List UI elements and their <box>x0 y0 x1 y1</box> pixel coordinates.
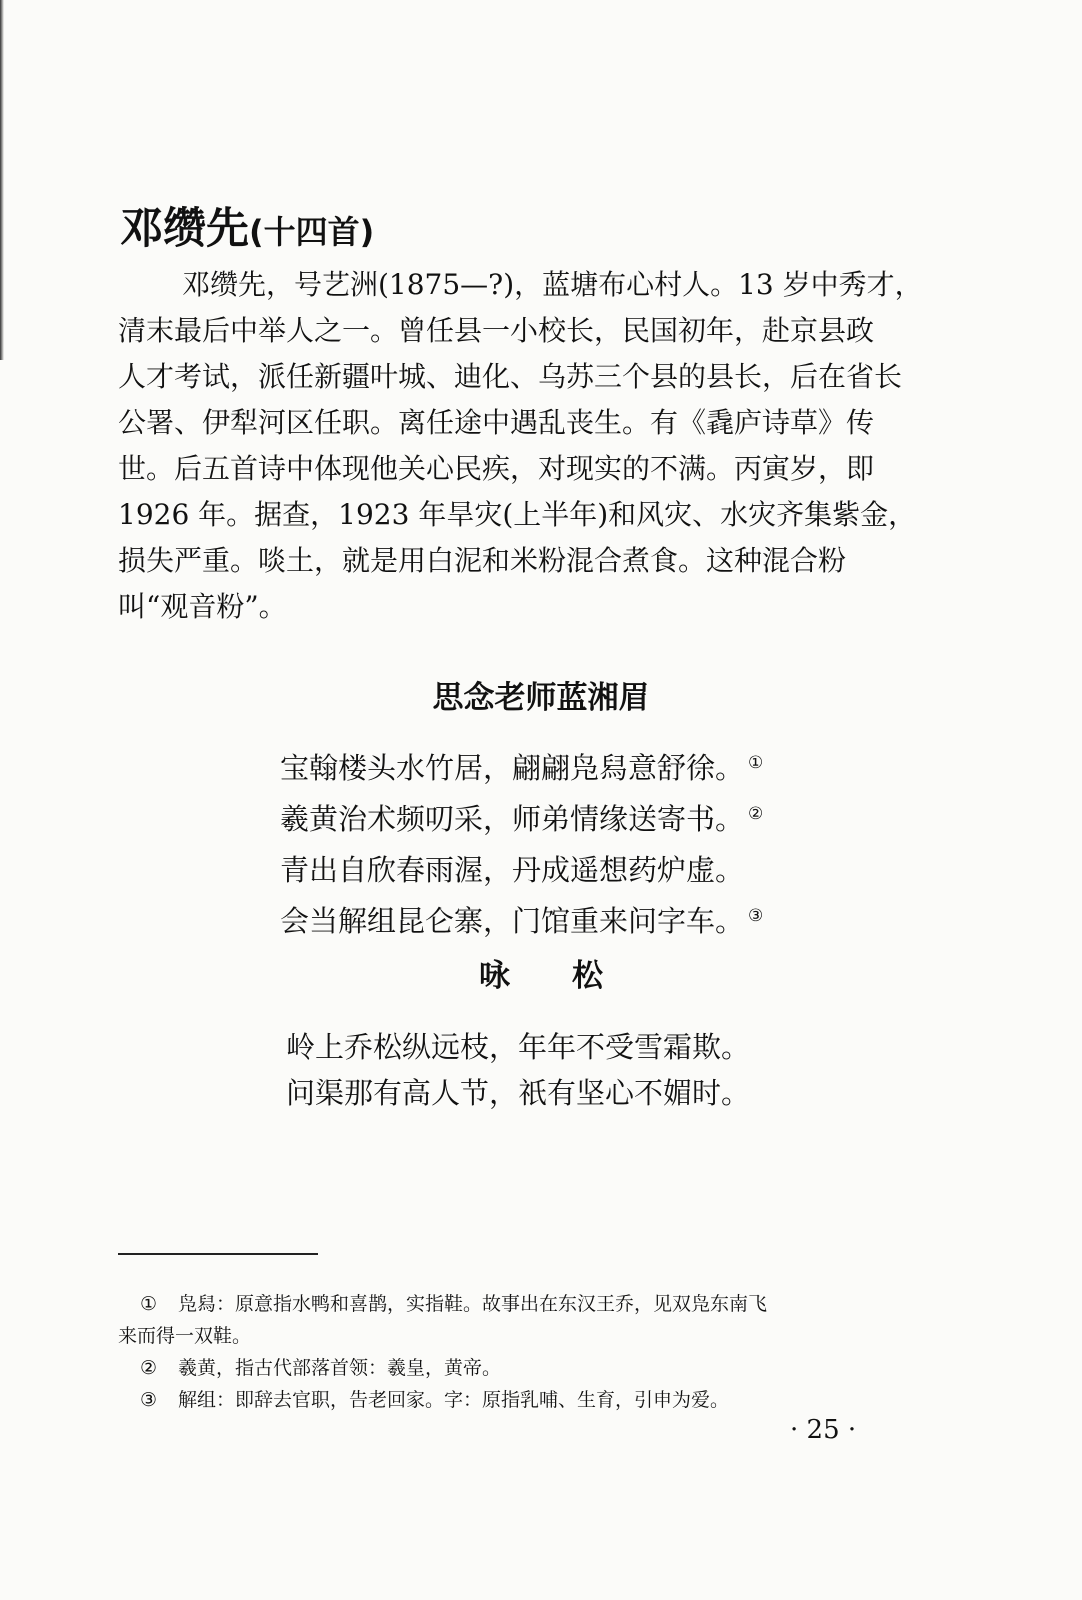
bio-line: 清末最后中举人之一。曾任县一小校长，民国初年，赴京县政 <box>118 314 875 347</box>
scan-edge-shadow <box>0 0 4 360</box>
poem-title: 思念老师蓝湘眉 <box>432 680 650 716</box>
footnote-ref: ③ <box>748 906 764 926</box>
poem-line <box>280 842 763 893</box>
bio-line: 损失严重。啖土，就是用白泥和米粉混合煮食。这种混合粉 <box>118 544 847 577</box>
bio-line: 1926 年。据查，1923 年旱灾(上半年)和风灾、水灾齐集紫金， <box>118 498 917 531</box>
author-heading <box>120 198 374 263</box>
poem-line-text: 会当解组昆仑寨，门馆重来问字车。 <box>280 904 745 938</box>
page-number: · 25 · <box>790 1415 857 1445</box>
footnote <box>118 1352 948 1384</box>
poem-line <box>280 791 763 842</box>
bio-line: 人才考试，派任新疆叶城、迪化、乌苏三个县的县长，后在省长 <box>118 360 903 393</box>
poem-title: 咏松 <box>479 958 665 994</box>
footnote-text: 解组：即辞去官职，告老回家。字：原指乳哺、生育，引申为爱。 <box>178 1389 730 1411</box>
poem-body <box>280 740 763 944</box>
footnote-continuation: 来而得一双鞋。 <box>118 1325 252 1347</box>
footnotes <box>118 1288 948 1416</box>
footnote-text: 凫舄：原意指水鸭和喜鹊，实指鞋。故事出在东汉王乔，见双凫东南飞 <box>178 1293 768 1315</box>
footnote-ref: ② <box>748 804 764 824</box>
footnote <box>118 1288 948 1352</box>
poem-line <box>280 740 763 791</box>
poem-line-text: 青出自欣春雨渥，丹成遥想药炉虚。 <box>280 853 745 887</box>
footnote-text: 羲黄，指古代部落首领：羲皇，黄帝。 <box>178 1357 502 1379</box>
bio-line: 邓缵先，号艺洲(1875—?)，蓝塘布心村人。13 岁中秀才， <box>182 268 923 301</box>
bio-line: 公署、伊犁河区任职。离任途中遇乱丧生。有《毳庐诗草》传 <box>118 406 875 439</box>
poem-line-text: 羲黄治术频叨采，师弟情缘送寄书。 <box>280 802 745 836</box>
bio-line: 叫“观音粉”。 <box>118 590 287 623</box>
poem-line <box>280 893 763 944</box>
poem-count: (十四首) <box>249 213 375 251</box>
footnote-mark: ③ <box>140 1389 158 1411</box>
footnote-divider <box>118 1253 318 1255</box>
author-biography <box>118 262 958 630</box>
poem-line: 岭上乔松纵远枝，年年不受雪霜欺。 <box>286 1030 751 1064</box>
footnote-ref: ① <box>748 753 764 773</box>
footnote-mark: ① <box>140 1293 158 1315</box>
author-name: 邓缵先 <box>120 204 249 254</box>
poem-line: 问渠那有高人节，祇有坚心不媚时。 <box>286 1076 751 1110</box>
poem-line-text: 宝翰楼头水竹居，翩翩凫舄意舒徐。 <box>280 751 745 785</box>
bio-line: 世。后五首诗中体现他关心民疾，对现实的不满。丙寅岁，即 <box>118 452 875 485</box>
footnote-mark: ② <box>140 1357 158 1379</box>
poem-body <box>286 1024 750 1116</box>
